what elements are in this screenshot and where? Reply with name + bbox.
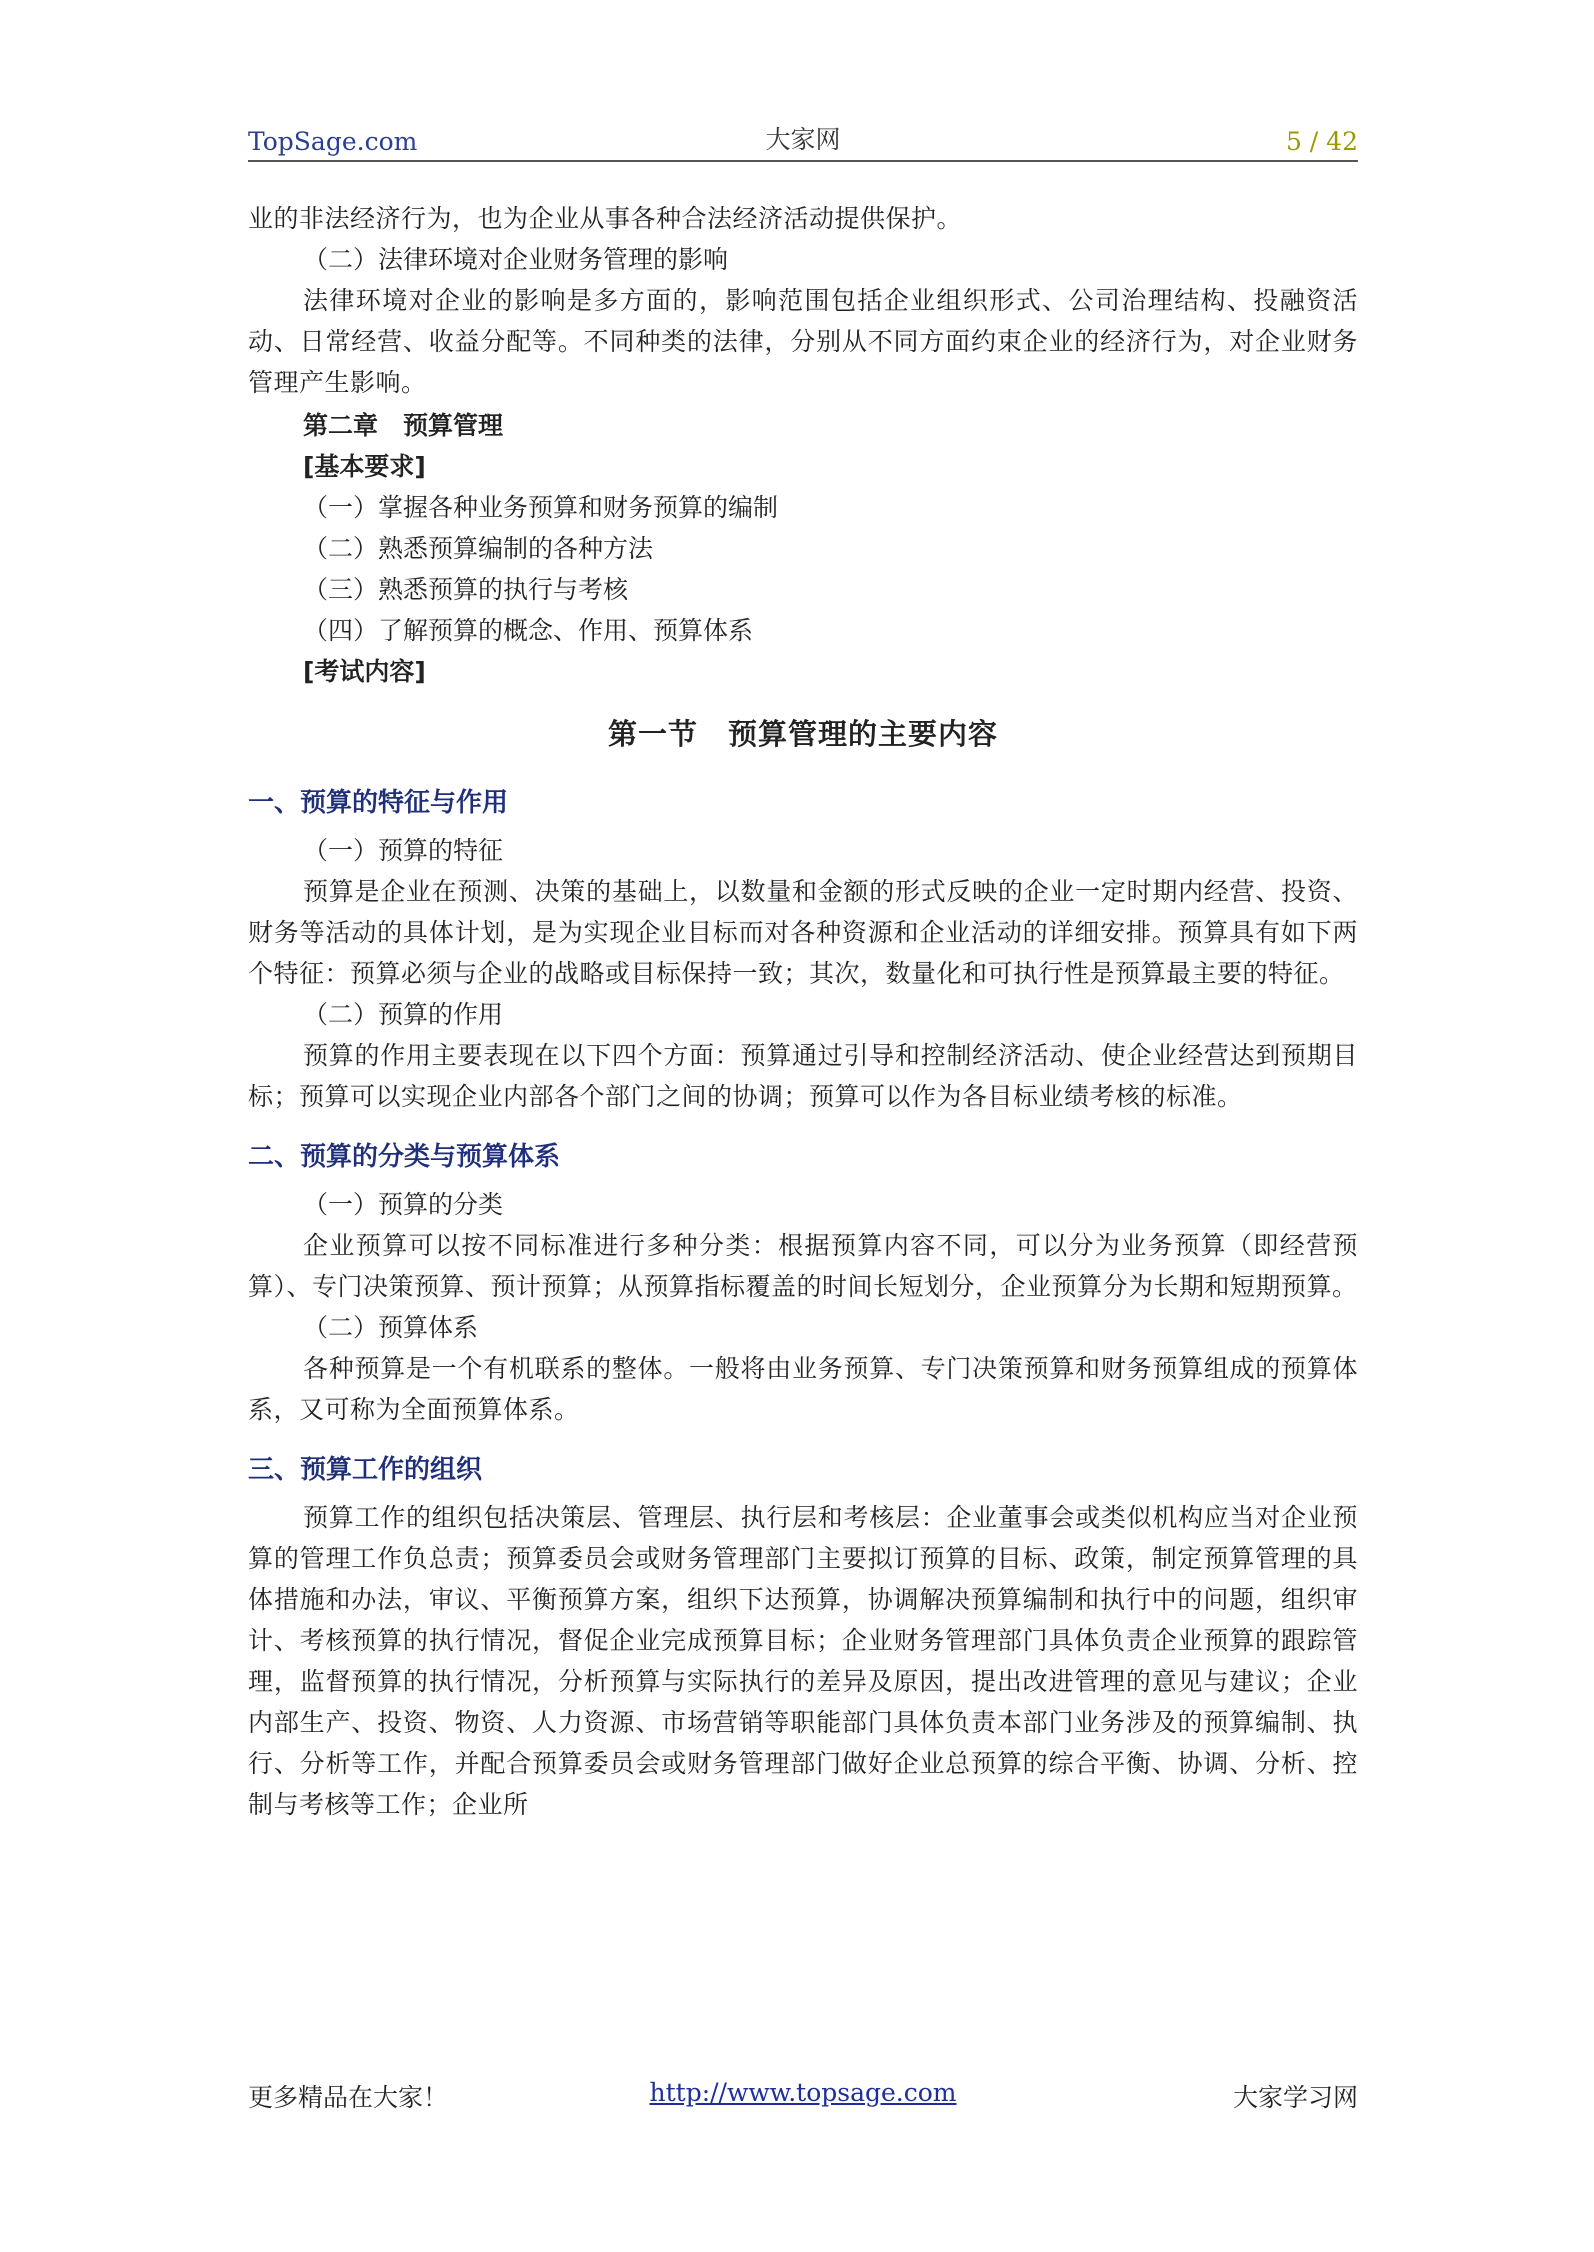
- page-content: [248, 198, 1358, 1825]
- requirement-item: （四）了解预算的概念、作用、预算体系: [303, 616, 754, 645]
- header-site-name: TopSage.com: [248, 127, 418, 156]
- subheading-features: （一）预算的特征: [303, 836, 504, 865]
- footer-website-link[interactable]: http://www.topsage.com: [649, 2078, 957, 2107]
- paragraph-roles: 预算的作用主要表现在以下四个方面：预算通过引导和控制经济活动、使企业经营达到预期目标；预算可以实现企业内部各个部门之间的协调；预算可以作为各目标业绩考核的标准。: [248, 1041, 1358, 1111]
- requirement-item: （一）掌握各种业务预算和财务预算的编制: [303, 493, 779, 522]
- paragraph-law: 法律环境对企业的影响是多方面的，影响范围包括企业组织形式、公司治理结构、投融资活动、日常经营、收益分配等。不同种类的法律，分别从不同方面约束企业的经济行为，对企业财务管理产生影响。: [248, 286, 1358, 397]
- section-title: 第一节 预算管理的主要内容: [607, 717, 998, 751]
- paragraph-organization: 预算工作的组织包括决策层、管理层、执行层和考核层：企业董事会或类似机构应当对企业预算的管理工作负总责；预算委员会或财务管理部门主要拟订预算的目标、政策，制定预算管理的具体措施和办法，审议、平衡预算方案，组织下达预算，协调解决预算编制和执行中的问题，组织审计、考核预算的执行情况，督促企业完成预算目标；企业财务管理部门具体负责企业预算的跟踪管理，监督预算的执行情况，分析预算与实际执行的差异及原因，提出改进管理的意见与建议；企业内部生产、投资、物资、人力资源、市场营销等职能部门具体负责本部门业务涉及的预算编制、执行、分析等工作，并配合预算委员会或财务管理部门做好企业总预算的综合平衡、协调、分析、控制与考核等工作；企业所: [248, 1503, 1358, 1819]
- heading-organization: 三、预算工作的组织: [248, 1455, 483, 1485]
- paragraph-classification: 企业预算可以按不同标准进行多种分类：根据预算内容不同，可以分为业务预算（即经营预算）、专门决策预算、预计预算；从预算指标覆盖的时间长短划分，企业预算分为长期和短期预算。: [248, 1231, 1358, 1301]
- subheading-law: （二）法律环境对企业财务管理的影响: [303, 245, 729, 274]
- document-page: [248, 118, 1358, 2138]
- heading-features-and-roles: 一、预算的特征与作用: [248, 788, 509, 818]
- footer-link-container: [248, 2078, 1358, 2107]
- heading-classification-and-system: 二、预算的分类与预算体系: [248, 1142, 561, 1172]
- page-footer: [248, 2078, 1358, 2118]
- footer-right-text: 大家学习网: [1232, 2083, 1358, 2112]
- subheading-roles: （二）预算的作用: [303, 1000, 504, 1029]
- footer-left-text: 更多精品在大家！: [248, 2083, 449, 2112]
- paragraph-system: 各种预算是一个有机联系的整体。一般将由业务预算、专门决策预算和财务预算组成的预算体系，又可称为全面预算体系。: [248, 1354, 1358, 1424]
- requirement-item: （三）熟悉预算的执行与考核: [303, 575, 629, 604]
- paragraph-features: 预算是企业在预测、决策的基础上，以数量和金额的形式反映的企业一定时期内经营、投资、财务等活动的具体计划，是为实现企业目标而对各种资源和企业活动的详细安排。预算具有如下两个特征：预算必须与企业的战略或目标保持一致；其次，数量化和可执行性是预算最主要的特征。: [248, 877, 1358, 988]
- basic-requirements-label: [基本要求]: [303, 452, 426, 481]
- subheading-classification: （一）预算的分类: [303, 1190, 504, 1219]
- header-title: 大家网: [765, 125, 841, 154]
- paragraph-intro: 业的非法经济行为，也为企业从事各种合法经济活动提供保护。: [248, 204, 963, 233]
- requirement-item: （二）熟悉预算编制的各种方法: [303, 534, 654, 563]
- chapter-title: 第二章 预算管理: [303, 411, 504, 440]
- page-header: [248, 118, 1358, 162]
- header-page-number: 5 / 42: [1285, 127, 1358, 156]
- subheading-system: （二）预算体系: [303, 1313, 479, 1342]
- exam-content-label: [考试内容]: [303, 657, 426, 686]
